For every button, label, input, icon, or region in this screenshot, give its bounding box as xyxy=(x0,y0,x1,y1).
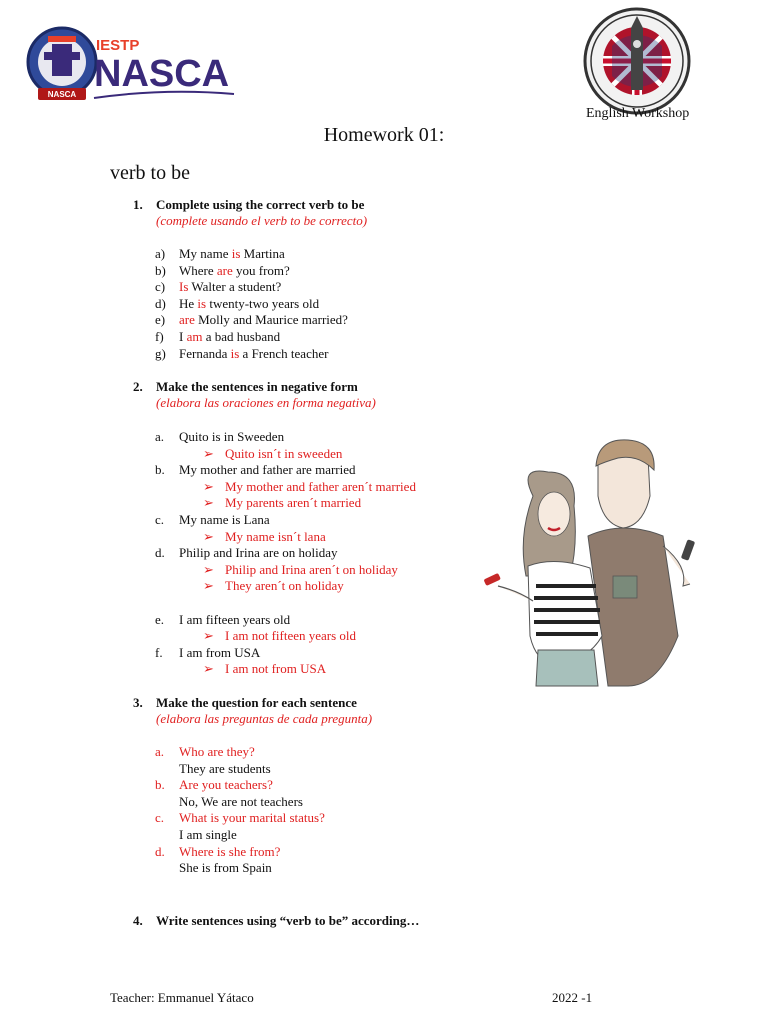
list-item: b) Where are you from? xyxy=(155,262,290,278)
page-subtitle: verb to be xyxy=(110,162,190,184)
section-1-list xyxy=(155,246,348,362)
answer-line: ➢ My mother and father aren´t married xyxy=(203,478,416,494)
question-item: d. Where is she from? xyxy=(155,843,281,859)
iestp-nasca-logo xyxy=(24,22,239,106)
list-item: a. Quito is in Sweeden xyxy=(155,429,285,444)
section-2-list xyxy=(155,429,416,678)
section-1 xyxy=(133,197,367,229)
section-1-heading: 1. Complete using the correct verb to be xyxy=(133,197,365,212)
answer-line: ➢ My parents aren´t married xyxy=(203,495,362,511)
answer-line: ➢ My name isn´t lana xyxy=(203,528,326,544)
answer-text: No, We are not teachers xyxy=(179,793,303,809)
list-item: c) Is Walter a student? xyxy=(155,279,282,295)
page-title: Homework 01: xyxy=(323,124,445,146)
answer-text: They are students xyxy=(179,760,271,776)
section-3 xyxy=(133,695,372,727)
logo-badge-text: NASCA xyxy=(47,90,77,99)
section-3-heading: 3. Make the question for each sentence xyxy=(133,695,357,710)
logo-big-text: NASCA xyxy=(94,53,230,95)
arrow-bullet-icon: ➢ xyxy=(203,528,214,544)
question-item: c. What is your marital status? xyxy=(155,810,325,826)
section-3-list xyxy=(155,744,325,877)
answer-line: ➢ They aren´t on holiday xyxy=(203,578,344,594)
arrow-bullet-icon: ➢ xyxy=(203,578,214,594)
arrow-bullet-icon: ➢ xyxy=(203,478,214,494)
answer-line: ➢ I am not from USA xyxy=(203,661,327,677)
list-item: d. Philip and Irina are on holiday xyxy=(155,545,338,561)
arrow-bullet-icon: ➢ xyxy=(203,561,214,577)
arrow-bullet-icon: ➢ xyxy=(203,445,214,461)
section-2-subheading: (elabora las oraciones en forma negativa) xyxy=(156,395,376,410)
list-item: a) My name is Martina xyxy=(155,246,285,261)
answer-text: I am single xyxy=(179,826,237,842)
list-item: f. I am from USA xyxy=(155,644,261,660)
list-item: c. My name is Lana xyxy=(155,511,270,527)
question-item: a. Who are they? xyxy=(155,744,255,759)
london-england-seal xyxy=(582,6,692,116)
answer-line: ➢ Quito isn´t in sweeden xyxy=(203,445,343,461)
section-3-subheading: (elabora las preguntas de cada pregunta) xyxy=(156,711,373,726)
list-item: g) Fernanda is a French teacher xyxy=(155,345,329,361)
answer-line: ➢ I am not fifteen years old xyxy=(203,628,357,644)
answer-line: ➢ Philip and Irina aren´t on holiday xyxy=(203,561,398,577)
section-2-heading: 2. Make the sentences in negative form xyxy=(133,379,358,394)
arrow-bullet-icon: ➢ xyxy=(203,628,214,644)
logo-small-text: IESTP xyxy=(96,37,140,54)
section-4 xyxy=(133,913,419,929)
list-item: e) are Molly and Maurice married? xyxy=(155,312,348,328)
workshop-label: English Workshop xyxy=(586,106,690,121)
section-2 xyxy=(133,379,376,411)
answer-text: She is from Spain xyxy=(179,860,272,876)
section-4-heading: 4. Write sentences using “verb to be” according… xyxy=(133,913,420,928)
list-item: d) He is twenty-two years old xyxy=(155,295,320,311)
footer-term: 2022 -1 xyxy=(552,990,593,1005)
footer-teacher: Teacher: Emmanuel Yátaco xyxy=(110,990,254,1005)
list-item: f) I am a bad husband xyxy=(155,328,281,344)
list-item: b. My mother and father are married xyxy=(155,462,356,478)
list-item: e. I am fifteen years old xyxy=(155,611,291,627)
teen-couple-illustration xyxy=(478,436,708,694)
arrow-bullet-icon: ➢ xyxy=(203,495,214,511)
question-item: b. Are you teachers? xyxy=(155,777,273,793)
section-1-subheading: (complete usando el verb to be correcto) xyxy=(156,213,368,228)
arrow-bullet-icon: ➢ xyxy=(203,661,214,677)
